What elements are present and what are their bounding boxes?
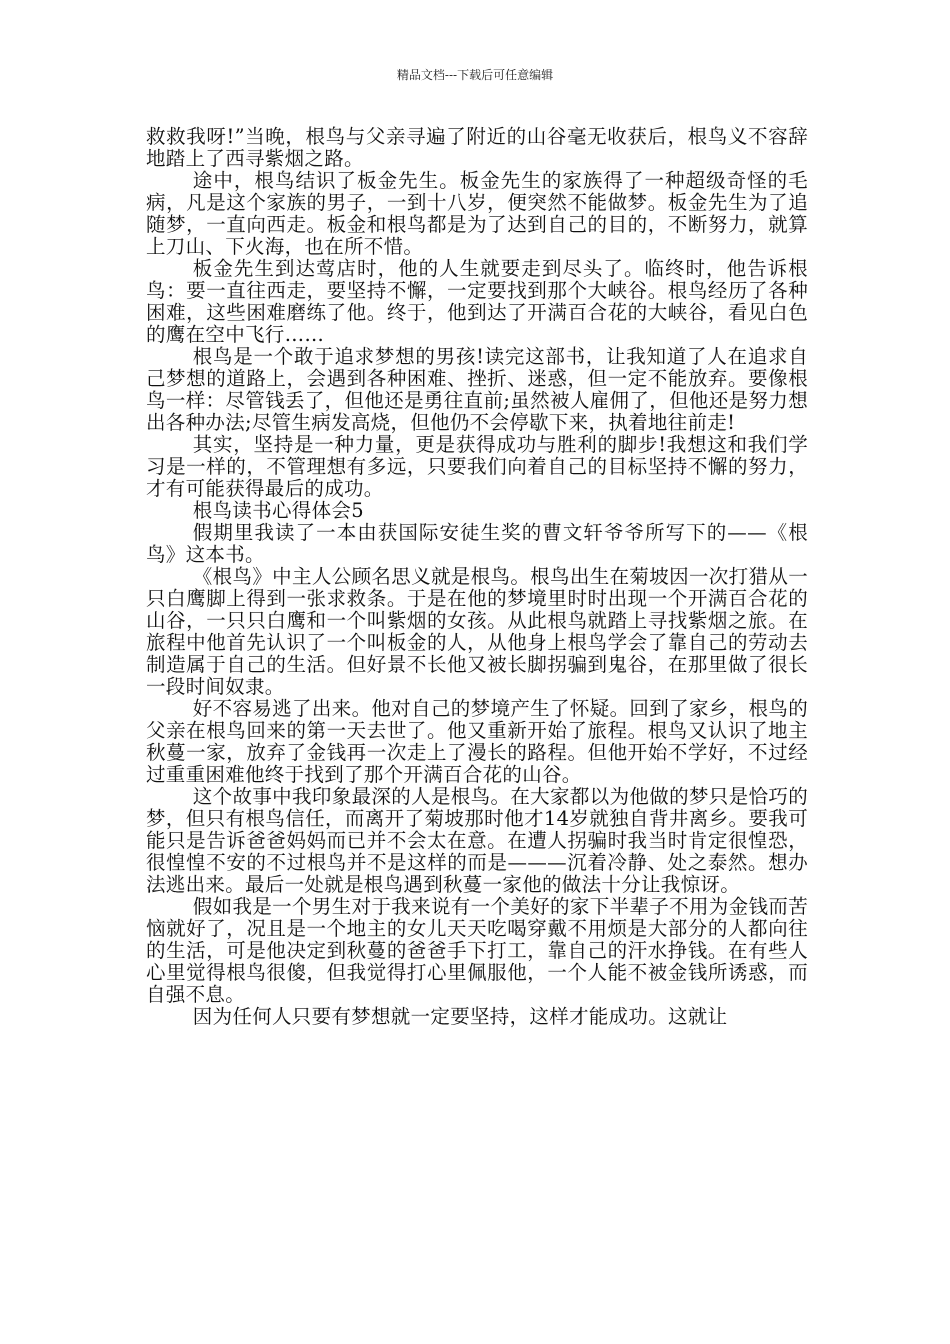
paragraph: 救救我呀!”当晚，根鸟与父亲寻遍了附近的山谷毫无收获后，根鸟义不容辞地踏上了西寻紫烟之路。 bbox=[146, 125, 808, 170]
paragraph: 《根鸟》中主人公顾名思义就是根鸟。根鸟出生在菊坡因一次打猎从一只白鹰脚上得到一张求救条。于是在他的梦境里时时出现一个开满百合花的山谷，一只只白鹰和一个叫紫烟的女孩。从此根鸟就踏上寻找紫烟之旅。在旅程中他首先认识了一个叫板金的人，从他身上根鸟学会了靠自己的劳动去制造属于自己的生活。但好景不长他又被长脚拐骗到鬼谷，在那里做了很长一段时间奴隶。 bbox=[146, 565, 808, 698]
paragraph: 板金先生到达莺店时，他的人生就要走到尽头了。临终时，他告诉根鸟：要一直往西走，要坚持不懈，一定要找到那个大峡谷。根鸟经历了各种困难，这些困难磨练了他。终于，他到达了开满百合花的大峡谷，看见白色的鹰在空中飞行…… bbox=[146, 257, 808, 346]
page-header: 精品文档---下载后可任意编辑 bbox=[396, 68, 554, 82]
document-body bbox=[146, 126, 808, 1028]
paragraph: 根鸟是一个敢于追求梦想的男孩!读完这部书，让我知道了人在追求自己梦想的道路上，会遇到各种困难、挫折、迷惑，但一定不能放弃。要像根鸟一样：尽管钱丢了，但他还是勇往直前;虽然被人雇佣了，但他还是努力想出各种办法;尽管生病发高烧，但他仍不会停歇下来，执着地往前走! bbox=[146, 345, 808, 434]
paragraph: 假如我是一个男生对于我来说有一个美好的家下半辈子不用为金钱而苦恼就好了，况且是一个地主的女儿天天吃喝穿戴不用烦是大部分的人都向往的生活，可是他决定到秋蔓的爸爸手下打工，靠自己的汗水挣钱。在有些人心里觉得根鸟很傻，但我觉得打心里佩服他，一个人能不被金钱所诱惑，而自强不息。 bbox=[146, 895, 808, 1006]
paragraph: 其实，坚持是一种力量，更是获得成功与胜利的脚步!我想这和我们学习是一样的，不管理想有多远，只要我们向着自己的目标坚持不懈的努力，才有可能获得最后的成功。 bbox=[146, 433, 808, 500]
paragraph: 假期里我读了一本由获国际安徒生奖的曹文轩爷爷所写下的——《根鸟》这本书。 bbox=[146, 521, 809, 566]
paragraph: 这个故事中我印象最深的人是根鸟。在大家都以为他做的梦只是恰巧的梦，但只有根鸟信任，而离开了菊坡那时他才14岁就独自背井离乡。要我可能只是告诉爸爸妈妈而已并不会太在意。在遭人拐骗时我当时肯定很惶恐，很惶惶不安的不过根鸟并不是这样的而是———沉着冷静、处之泰然。想办法逃出来。最后一处就是根鸟遇到秋蔓一家他的做法十分让我惊讶。 bbox=[146, 785, 808, 896]
section-heading: 根鸟读书心得体会5 bbox=[192, 499, 364, 522]
paragraph: 途中，根鸟结识了板金先生。板金先生的家族得了一种超级奇怪的毛病，凡是这个家族的男子，一到十八岁，便突然不能做梦。板金先生为了追随梦，一直向西走。板金和根鸟都是为了达到自己的目的，不断努力，就算上刀山、下火海，也在所不惜。 bbox=[146, 169, 808, 258]
paragraph: 好不容易逃了出来。他对自己的梦境产生了怀疑。回到了家乡，根鸟的父亲在根鸟回来的第一天去世了。他又重新开始了旅程。根鸟又认识了地主秋蔓一家，放弃了金钱再一次走上了漫长的路程。但他开始不学好，不过经过重重困难他终于找到了那个开满百合花的山谷。 bbox=[146, 697, 808, 786]
paragraph: 因为任何人只要有梦想就一定要坚持，这样才能成功。这就让 bbox=[192, 1005, 728, 1028]
